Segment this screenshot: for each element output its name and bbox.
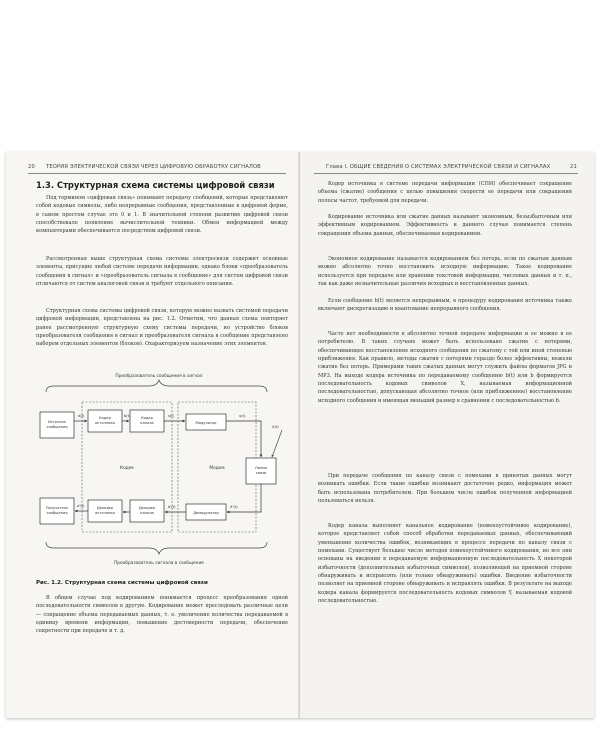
figure-block-diagram [34, 370, 296, 575]
running-head-right: Глава I. ОБЩИЕ СВЕДЕНИЯ О СИСТЕМАХ ЭЛЕКТРИЧЕСКОЙ СВЯЗИ И СИГНАЛАХ [326, 164, 551, 170]
bottom-brace [46, 542, 267, 554]
header-rule [314, 173, 578, 174]
line-block-label: Линия связи [255, 466, 267, 475]
demodulator-label: Демодулятор [193, 511, 219, 515]
header-rule [28, 173, 286, 174]
paragraph: При передаче сообщения по каналу связи с помехами в принятых данных могут возникать ошибки. Если такие ошибки возникают достаточно редко, информация может быть использована потребителем. При большом числе ошибок полученной информацией пользоваться нельзя. [318, 473, 572, 505]
section-title: 1.3. Структурная схема системы цифровой связи [36, 180, 275, 190]
channel-coder-label: Кодер канала [140, 416, 154, 425]
page-number-left: 20 [28, 164, 35, 170]
signal-label-s: s(t) [168, 414, 175, 418]
source-block-label: Источник сообщения [46, 420, 68, 429]
paragraph: Кодирование источника или сжатие данных называют экономным, безызбыточным или эффективным кодированием. Эффективность и данного случая понимается степень сокращения объема данных, обеспечиваемая кодированием. [318, 214, 572, 237]
signal-label-u: u(t) [239, 414, 246, 418]
modulator-label: Модулятор [195, 421, 217, 425]
paragraph: Рассмотренная выше структурная схема системы электросвязи содержит основные элементы, присущие любой системе передачи информации, однако блоки «преобразователь сообщения в сигнал» и «преобразователь сигнала в сообщение» для систем цифровой связи отличаются от систем аналоговой связи и требуют отдельного описания. [36, 256, 288, 288]
channel-decoder-label: Декодер канала [138, 506, 156, 515]
source-coder-label: Кодер источника [95, 416, 115, 425]
paragraph: Кодер источника в системе передачи информации (СПИ) обеспечивает сокращение объема (сжатие) сообщения с целью повышения скорости ее передачи или сокращения полосы частот, требуемой для передачи. [318, 181, 572, 204]
page-number-right: 21 [570, 164, 577, 170]
paragraph: Часто нет необходимости в абсолютно точной передаче информации и ее можно в ее потребителю. В таких случаях может быть использовано сжатие с потерями, обеспечивающее восстановление исходного сообщения по сжатому с той или иной степенью приближения. Как правило, методы сжатия с потерями гораздо более эффективны, нежели сжатие без потерь. Примерами таких сжатых данных могут служить файлы форматов JPG и MP3. На выходе кодера источника по передаваемому сообщению b(t) или b формируется последовательность кодовых символов X, называемая информационной последовательностью, допускающая абсолютно точное (или приближенное) восстановление исходного сообщения и имеющая меньший размер в сравнении с последовательностью b. [318, 331, 572, 404]
bottom-brace-label: Преобразователь сигнала в сообщение [114, 561, 204, 566]
modem-label: Модем [209, 466, 225, 471]
signal-label-xp: X'(t) [230, 505, 238, 509]
top-brace [46, 380, 267, 392]
paragraph: В общем случае под кодированием понимается процесс преобразования одной последовательности символов в другую. Кодирование может преследовать различные цели — сокращение объема передаваемых данных, т. е. увеличение количества передаваемой в единицу времени информации, повышение достоверности передачи, обеспечение секретности при передаче и т. д. [36, 595, 288, 635]
codec-label: Кодек [120, 466, 134, 471]
running-head-left: ТЕОРИЯ ЭЛЕКТРИЧЕСКОЙ СВЯЗИ ЧЕРЕЗ ЦИФРОВУЮ ОБРАБОТКУ СИГНАЛОВ [46, 164, 261, 170]
signal-label-noise: X(t) [272, 425, 279, 429]
paragraph: Если сообщение b(t) является непрерывным, в процедуру кодирования источника также включают дискретизацию и квантование непрерывного сообщения. [318, 298, 572, 313]
noise-arrow [272, 430, 282, 457]
figure-caption: Рис. 1.2. Структурная схема системы цифровой связи [36, 580, 208, 586]
right-page [300, 152, 594, 718]
receiver-block-label: Получатель сообщения [45, 506, 69, 515]
paragraph: Структурная схема системы цифровой связи, которую можно назвать системой передачи цифровой информации, представлена на рис. 1.2. Отметим, что данная схема повторяет ранее рассмотренную структурную схему системы передачи, но устройство блоков преобразователя сообщения в сигнал и преобразователя сигнала в сообщение представлено набором отдельных элементов (блоков). Охарактеризуем назначение этих элементов. [36, 308, 288, 348]
signal-label-ap: a'(t) [77, 504, 85, 508]
signal-label-a: a(t) [78, 414, 85, 418]
top-brace-label: Преобразователь сообщения в сигнал [115, 374, 203, 379]
book-spread [6, 152, 594, 718]
signal-label-bp: b'(t) [168, 505, 176, 509]
paragraph: Под термином «цифровая связь» понимают передачу сообщений, которые представляют собой кодовые символы, либо непрерывные сообщения, представленные в цифровой форме, в самом простом случае это 0 и 1. В значительной степени развитию цифровой связи способствовало появление вычислительной техники. Обмен информацией между компьютерами обеспечивается посредством цифровой связи. [36, 195, 288, 235]
source-decoder-label: Декодер источника [95, 506, 115, 515]
left-page [6, 152, 300, 718]
paragraph: Экономное кодирование называется кодированием без потерь, если по сжатым данным можно абсолютно точно восстановить исходную информацию. Такое кодирование используется при передаче или хранении текстовой информации, числовых данных и т. п., так как даже незначительные различия исходных и восстановленных данных. [318, 256, 572, 288]
signal-label-b: b(t) [124, 414, 131, 418]
paragraph: Кодер канала выполняет канальное кодирование (помехоустойчивое кодирование), которое представляет собой способ обработки передаваемых данных, обеспечивающий уменьшение количества ошибок, возникающих в процессе передачи по каналу связи с помехами. Существует большое число методов помехоустойчивого кодирования, но все они основаны на введении в передаваемую информационную последовательность X некоторой избыточности (дополнительных избыточных символов), позволяющей на приемной стороне обнаруживать и исправлять (или только обнаруживать) ошибки. Введение избыточности позволяет на приемной стороне обнаруживать и исправлять ошибки. В результате на выходе кодера канала формируется последовательность кодовых символов Y, называемая кодовой последовательностью. [318, 523, 572, 605]
